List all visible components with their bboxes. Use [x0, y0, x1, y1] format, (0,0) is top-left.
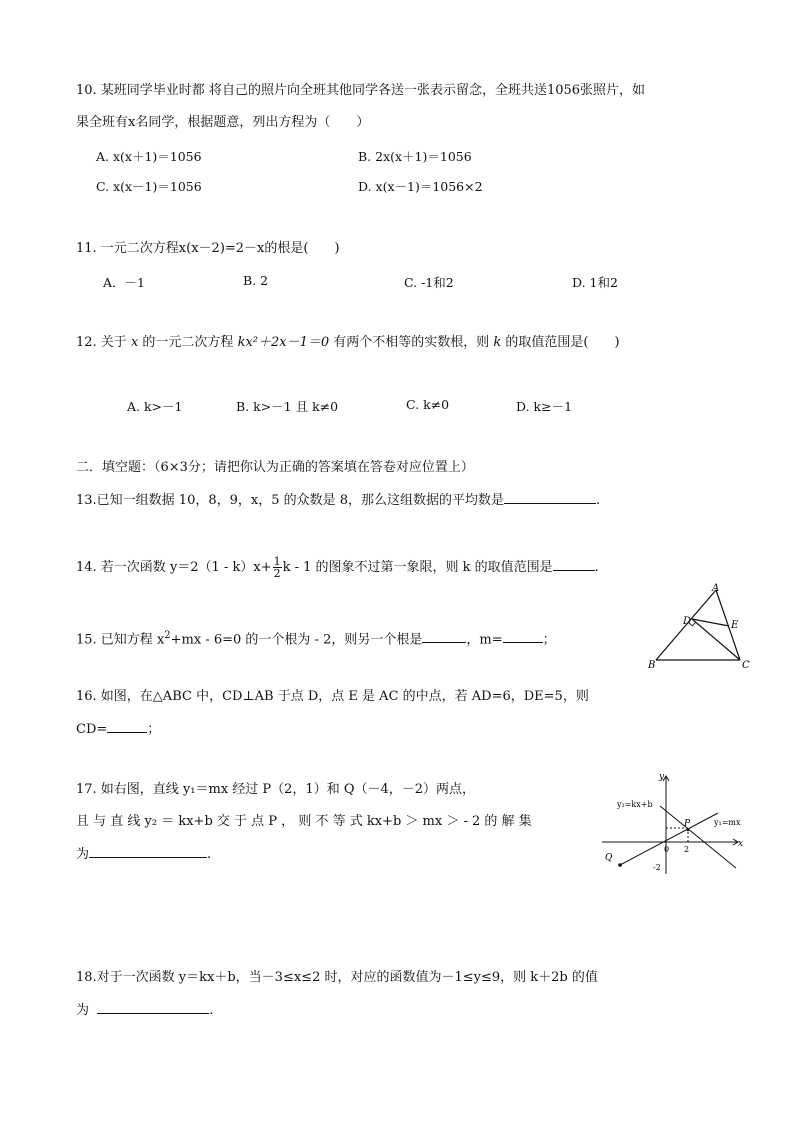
q12-option-b: B. k>－1 且 k≠0	[236, 399, 339, 414]
vertex-b-label: B	[648, 660, 656, 671]
q16-line1: 16. 如图，在△ABC 中，CD⊥AB 于点 D，点 E 是 AC 的中点，若 AD=6，DE=5，则	[76, 689, 589, 704]
q10-option-c: C. x(x－1)＝1056	[96, 179, 202, 194]
q16-line2: CD= ；	[76, 722, 161, 737]
fraction-one-half: $\frac{1}{2}$	[273, 555, 281, 580]
q10-option-b: B. 2x(x＋1)＝1056	[358, 149, 472, 164]
q11-option-d: D. 1和2	[572, 275, 618, 290]
q17-line3: 为 .	[76, 847, 212, 862]
q10-option-a: A. x(x＋1)＝1056	[96, 149, 202, 164]
line-y2-label: y₂=kx+b	[617, 800, 653, 809]
q10-option-d: D. x(x－1)＝1056×2	[358, 179, 483, 194]
triangle-figure	[646, 580, 758, 672]
q12-option-c: C. k≠0	[406, 397, 450, 412]
q11-option-c: C. -1和2	[404, 275, 454, 290]
q13-answer-blank[interactable]	[504, 491, 596, 504]
q14-answer-blank[interactable]	[553, 558, 595, 571]
q18-line2: 为 .	[76, 1003, 214, 1018]
q11-option-a: A．－1	[103, 275, 145, 290]
q15-answer-blank-m[interactable]	[503, 630, 543, 643]
point-q-label: Q	[605, 853, 613, 863]
section-header-fill-in: 二．填空题：（6×3分；请把你认为正确的答案填在答卷对应位置上）	[76, 460, 474, 475]
x-axis-label: x	[738, 839, 744, 849]
point-p-label: P	[684, 819, 691, 829]
q12-option-a: A. k>－1	[127, 399, 183, 414]
point-e-label: E	[731, 620, 739, 631]
vertex-c-label: C	[742, 660, 750, 671]
q18-line1: 18.对于一次函数 y＝kx＋b，当－3≤x≤2 时，对应的函数值为－1≤y≤9，则 k＋2b 的值	[76, 970, 598, 985]
q17-answer-blank[interactable]	[89, 845, 207, 858]
q11-stem: 11. 一元二次方程x(x－2)=2－x的根是( )	[76, 241, 340, 256]
q12-option-d: D. k≥－1	[516, 399, 573, 414]
q10-line1: 10. 某班同学毕业时都 将自己的照片向全班其他同学各送一张表示留念，全班共送1056张照片，如	[76, 83, 646, 98]
tick-2-label: 2	[684, 845, 690, 854]
point-d-label: D	[683, 616, 692, 627]
vertex-a-label: A	[712, 583, 720, 594]
q18-answer-blank[interactable]	[97, 1001, 209, 1014]
q15-text: 15. 已知方程 $x^2+mx - 6=0$ 的一个根为 - 2，则另一个根是 ，m= ；	[76, 630, 556, 648]
q12-stem: 12. 关于 x 的一元二次方程 kx²＋2x－1＝0 有两个不相等的实数根，则 k 的取值范围是( )	[76, 335, 620, 350]
line-y1-label: y₁=mx	[714, 818, 741, 827]
origin-label: 0	[664, 845, 670, 854]
q10-line2: 果全班有x名同学，根据题意，列出方程为（ ）	[76, 115, 370, 130]
y-axis-label: y	[659, 772, 665, 782]
tick-neg2-label: -2	[653, 863, 661, 872]
function-graph-figure	[602, 770, 752, 876]
q14-text: 14. 若一次函数 y＝2（1 - k）x+ $\frac{1}{2}$ k - 1 的图象不过第一象限，则 k 的取值范围是 .	[76, 555, 599, 580]
q11-option-b: B. 2	[243, 273, 269, 288]
q15-answer-blank-root[interactable]	[422, 630, 466, 643]
q17-line2: 且 与 直 线 y₂ ＝ kx+b 交 于 点 P ， 则 不 等 式 kx+b ＞ mx ＞ - 2 的 解 集	[76, 814, 532, 829]
q16-answer-blank[interactable]	[107, 720, 147, 733]
q13-text: 13.已知一组数据 10，8，9，x，5 的众数是 8，那么这组数据的平均数是 .	[76, 493, 601, 508]
q17-line1: 17. 如右图，直线 y₁＝mx 经过 P（2，1）和 Q（－4，－2）两点，	[76, 782, 476, 797]
